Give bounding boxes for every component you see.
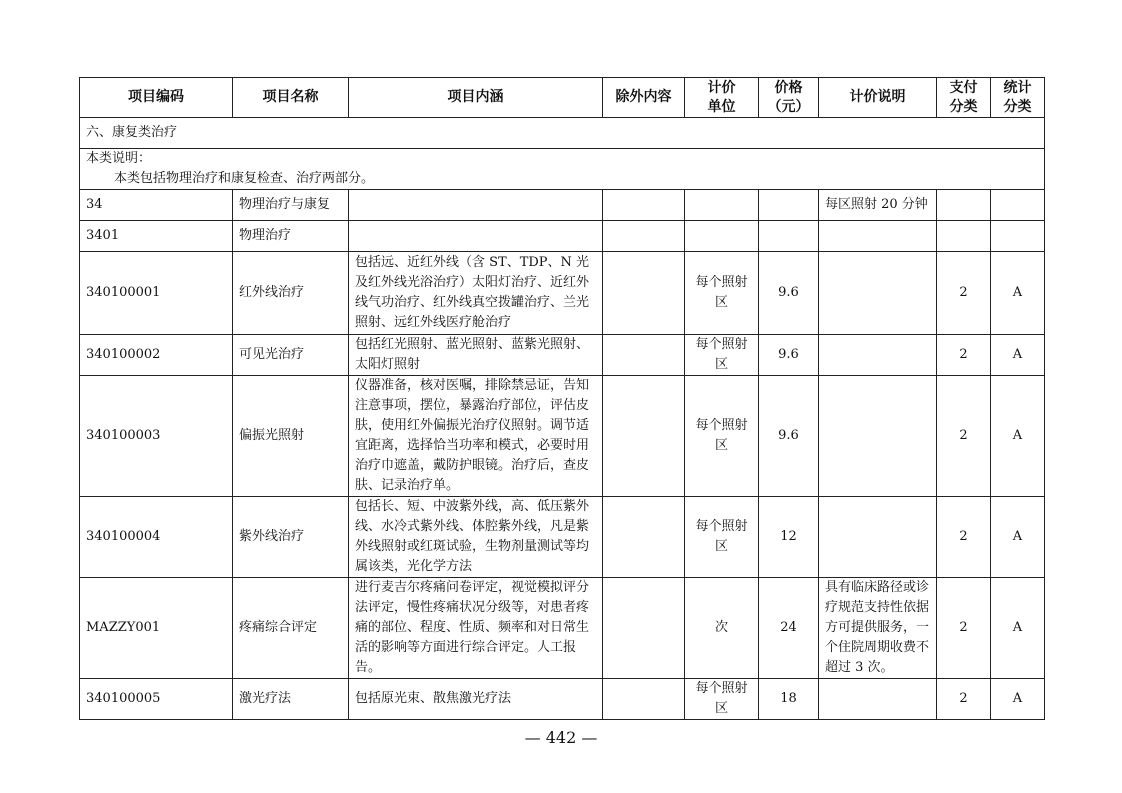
table-row [80,190,1045,221]
cell-stat [991,221,1045,252]
cell-unit: 每个照射区 [685,252,759,335]
cell-unit: 每个照射区 [685,497,759,578]
section-title: 六、康复类治疗 [80,118,1045,149]
section-note-text: 本类包括物理治疗和康复检查、治疗两部分。 [114,171,375,186]
cell-content: 包括原光束、散焦激光疗法 [349,679,603,720]
cell-price [759,221,819,252]
cell-pay [937,190,991,221]
cell-name: 红外线治疗 [233,252,349,335]
table-row [80,252,1045,335]
header-content: 项目内涵 [349,78,603,118]
cell-code: 340100005 [80,679,233,720]
cell-pay: 2 [937,252,991,335]
header-stat-line1: 统计 [1003,79,1032,96]
header-row [80,78,1045,118]
cell-content [349,190,603,221]
section-note-row [80,149,1045,190]
header-price [759,78,819,118]
cell-pay [937,221,991,252]
cell-stat: A [991,376,1045,497]
header-excluded: 除外内容 [603,78,685,118]
cell-content: 包括红光照射、蓝光照射、蓝紫光照射、太阳灯照射 [349,335,603,376]
table-row [80,578,1045,679]
cell-price [759,190,819,221]
cell-notes [819,252,937,335]
cell-name: 偏振光照射 [233,376,349,497]
cell-stat: A [991,578,1045,679]
header-notes: 计价说明 [819,78,937,118]
cell-price: 9.6 [759,335,819,376]
header-unit-line1: 计价 [707,79,736,96]
cell-content [349,221,603,252]
header-price-line2: （元） [767,98,810,115]
section-note-label: 本类说明： [86,151,152,166]
header-name: 项目名称 [233,78,349,118]
header-stat-line2: 分类 [1003,98,1032,115]
table-row [80,221,1045,252]
cell-stat: A [991,497,1045,578]
header-unit-line2: 单位 [707,98,736,115]
cell-excluded [603,679,685,720]
cell-stat: A [991,679,1045,720]
cell-name: 物理治疗与康复 [233,190,349,221]
cell-excluded [603,497,685,578]
cell-content: 包括远、近红外线（含 ST、TDP、N 光及红外线光浴治疗）太阳灯治疗、近红外线气功治疗、红外线真空拨罐治疗、兰光照射、远红外线医疗舱治疗 [349,252,603,335]
table-row [80,376,1045,497]
cell-notes [819,376,937,497]
cell-price: 9.6 [759,252,819,335]
cell-excluded [603,578,685,679]
header-stat [991,78,1045,118]
cell-code: 34 [80,190,233,221]
cell-notes [819,497,937,578]
cell-price: 24 [759,578,819,679]
header-pay-line1: 支付 [949,79,978,96]
cell-name: 紫外线治疗 [233,497,349,578]
page-number: — 442 — [524,728,598,747]
cell-price: 9.6 [759,376,819,497]
cell-pay: 2 [937,335,991,376]
cell-unit: 每个照射区 [685,335,759,376]
cell-content: 仪器准备，核对医嘱，排除禁忌证，告知注意事项，摆位，暴露治疗部位，评估皮肤，使用红外偏振光治疗仪照射。调节适宜距离，选择恰当功率和模式，必要时用治疗巾遮盖，戴防护眼镜。治疗后，查皮肤、记录治疗单。 [349,376,603,497]
cell-excluded [603,335,685,376]
cell-content: 包括长、短、中波紫外线，高、低压紫外线、水冷式紫外线、体腔紫外线，凡是紫外线照射或红斑试验，生物剂量测试等均属该类，光化学方法 [349,497,603,578]
cell-unit: 次 [685,578,759,679]
cell-pay: 2 [937,497,991,578]
cell-notes: 每区照射 20 分钟 [819,190,937,221]
cell-content: 进行麦吉尔疼痛问卷评定，视觉模拟评分法评定，慢性疼痛状况分级等，对患者疼痛的部位、程度、性质、频率和对日常生活的影响等方面进行综合评定。人工报告。 [349,578,603,679]
cell-excluded [603,376,685,497]
cell-unit [685,221,759,252]
header-pay-line2: 分类 [949,98,978,115]
cell-code: 340100001 [80,252,233,335]
cell-unit [685,190,759,221]
cell-name: 疼痛综合评定 [233,578,349,679]
cell-pay: 2 [937,578,991,679]
header-pay [937,78,991,118]
cell-notes: 具有临床路径或诊疗规范支持性依据方可提供服务，一个住院周期收费不超过 3 次。 [819,578,937,679]
table-row [80,679,1045,720]
fee-schedule-table [79,77,1045,720]
cell-stat: A [991,252,1045,335]
cell-code: MAZZY001 [80,578,233,679]
cell-pay: 2 [937,376,991,497]
cell-unit: 每个照射区 [685,679,759,720]
cell-price: 12 [759,497,819,578]
cell-pay: 2 [937,679,991,720]
cell-code: 3401 [80,221,233,252]
header-unit [685,78,759,118]
cell-notes [819,335,937,376]
cell-name: 可见光治疗 [233,335,349,376]
header-code: 项目编码 [80,78,233,118]
table-row [80,335,1045,376]
cell-excluded [603,252,685,335]
section-note [80,149,1045,190]
cell-name: 激光疗法 [233,679,349,720]
header-price-line1: 价格 [774,79,803,96]
cell-unit: 每个照射区 [685,376,759,497]
cell-stat: A [991,335,1045,376]
cell-code: 340100003 [80,376,233,497]
cell-name: 物理治疗 [233,221,349,252]
section-row [80,118,1045,149]
table-row [80,497,1045,578]
cell-code: 340100002 [80,335,233,376]
cell-stat [991,190,1045,221]
cell-notes [819,679,937,720]
cell-excluded [603,190,685,221]
cell-code: 340100004 [80,497,233,578]
cell-price: 18 [759,679,819,720]
cell-excluded [603,221,685,252]
cell-notes [819,221,937,252]
